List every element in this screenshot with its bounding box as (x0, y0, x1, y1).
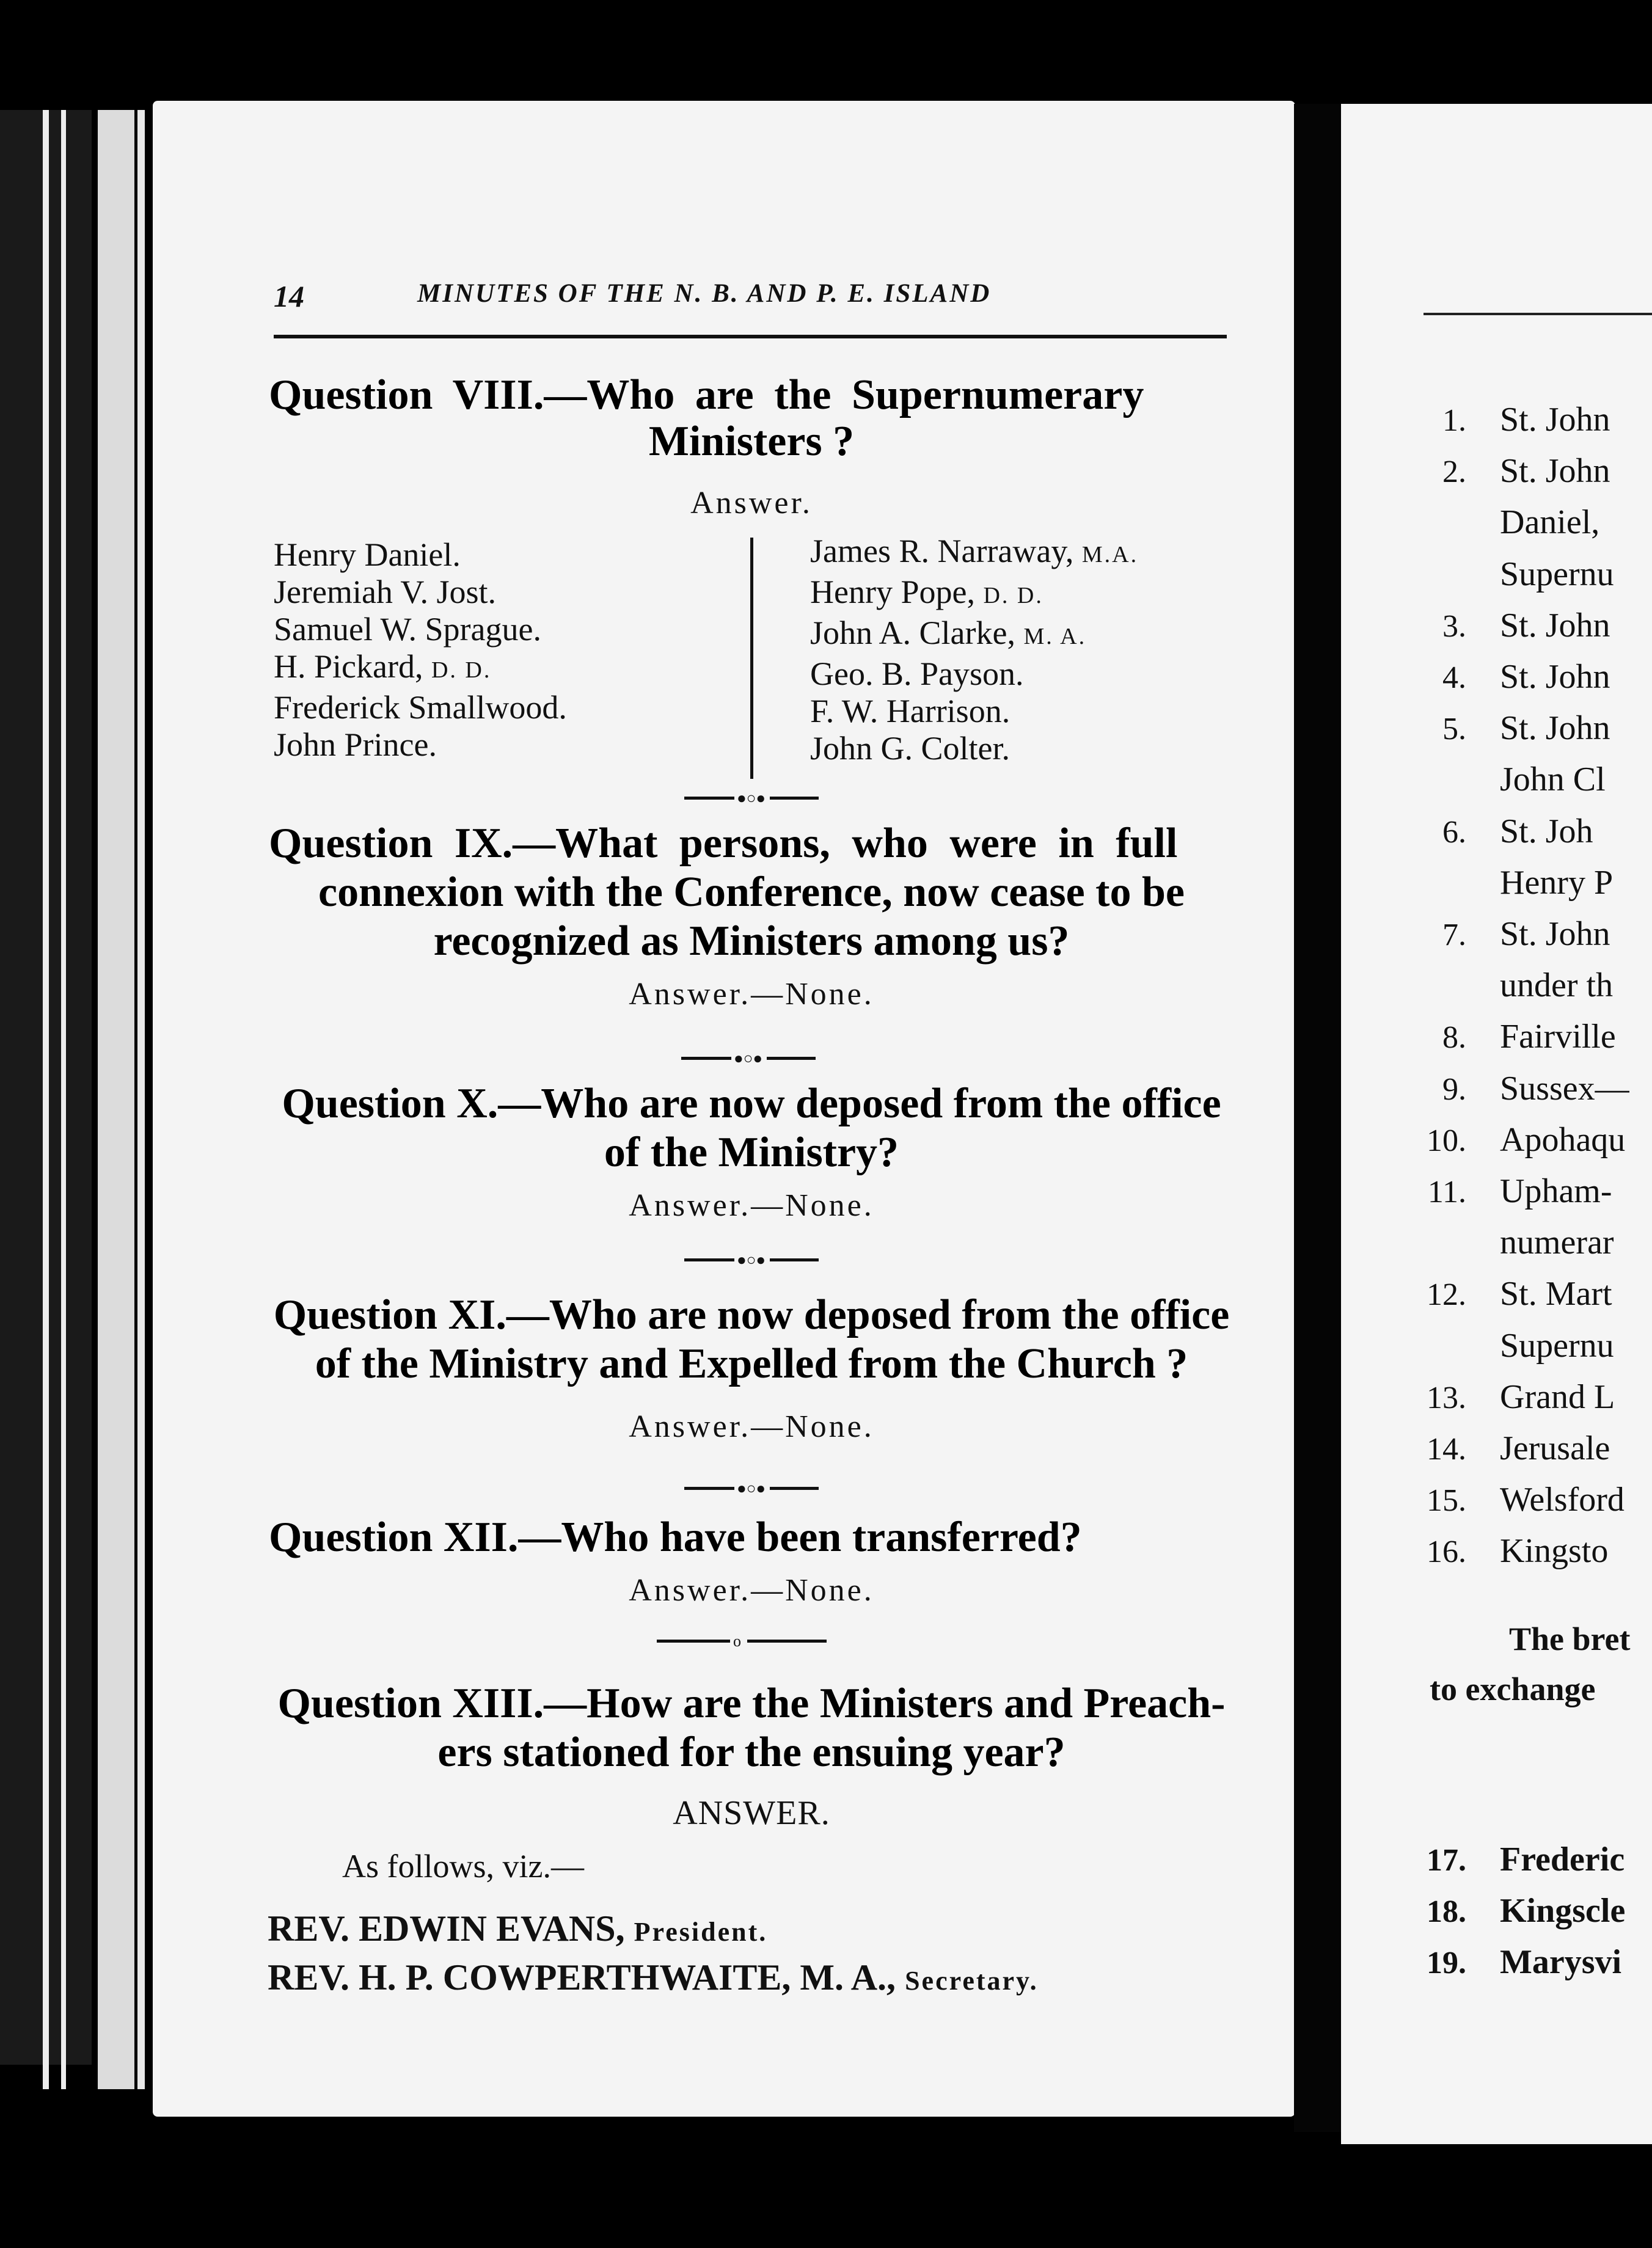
station-number: 3. (1442, 608, 1466, 644)
station-text: Supernu (1500, 555, 1614, 593)
station-row (1393, 1378, 1615, 1417)
station-row (1393, 760, 1606, 799)
secretary-title: Secretary. (905, 1966, 1039, 1996)
station-row (1393, 1017, 1616, 1056)
station-text: Sussex— (1500, 1069, 1629, 1108)
station-row (1393, 1120, 1625, 1159)
station-text: Kingscle (1500, 1892, 1626, 1930)
question-13-line1: Question XIII.—How are the Ministers and Preach- (277, 1680, 1226, 1727)
degree: D. D. (431, 657, 492, 683)
degree: M.A. (1081, 542, 1139, 567)
station-row (1393, 1274, 1612, 1313)
station-row (1393, 1326, 1614, 1365)
station-text: under th (1500, 966, 1614, 1005)
degree: D. D. (983, 583, 1043, 608)
station-number: 7. (1442, 918, 1466, 952)
degree: M. A. (1023, 624, 1087, 649)
page-edge-strip (61, 110, 66, 2089)
station-row (1393, 555, 1614, 594)
paragraph-line: The bret (1509, 1621, 1631, 1657)
as-follows: As follows, viz.— (342, 1848, 584, 1885)
station-row (1393, 657, 1610, 696)
station-row (1393, 812, 1593, 851)
station-text: Kingsto (1500, 1532, 1609, 1571)
minister-name: John G. Colter. (810, 730, 1011, 767)
station-row (1393, 1480, 1625, 1519)
question-9-line3: recognized as Ministers among us? (433, 918, 1070, 965)
station-row (1393, 863, 1613, 902)
station-row (1393, 1891, 1625, 1930)
question-11-line2: of the Ministry and Expelled from the Church ? (315, 1340, 1188, 1387)
station-text: St. Joh (1500, 812, 1593, 850)
station-number: 16. (1427, 1535, 1466, 1570)
question-9-answer: Answer.—None. (629, 977, 874, 1012)
question-9-line2: connexion with the Conference, now cease to be (318, 869, 1185, 916)
question-10-line1: Question X.—Who are now deposed from the office (282, 1080, 1221, 1127)
station-number: 14. (1427, 1432, 1466, 1467)
divider-ornament: ●○● (684, 1480, 819, 1497)
divider-ornament: ●○● (681, 1049, 816, 1067)
president-title: President. (634, 1917, 768, 1947)
station-text: Fairville (1500, 1018, 1616, 1056)
question-8-line1: Question VIII.—Who are the Supernumerary (269, 371, 1144, 418)
supernumerary-right-column (810, 533, 1138, 767)
station-number: 15. (1427, 1483, 1466, 1519)
question-10-answer: Answer.—None. (629, 1188, 874, 1223)
minister-name: Jeremiah V. Jost. (274, 574, 496, 610)
running-head: MINUTES OF THE N. B. AND P. E. ISLAND (417, 279, 992, 308)
station-row (1393, 606, 1610, 645)
station-text: Frederic (1500, 1841, 1625, 1878)
minister-name: Henry Pope, D. D. (810, 574, 1043, 610)
divider-ornament: ●○● (684, 789, 819, 806)
station-text: St. John (1500, 658, 1610, 696)
station-number: 1. (1442, 403, 1466, 438)
question-12-line1: Question XII.—Who have been transferred? (269, 1514, 1082, 1561)
question-12-answer: Answer.—None. (629, 1573, 874, 1608)
station-text: St. John (1500, 401, 1610, 439)
book-spine (1294, 104, 1343, 2132)
paragraph-line: to exchange (1430, 1671, 1596, 1707)
supernumerary-left-column (274, 536, 567, 764)
station-text: Jerusale (1500, 1429, 1610, 1467)
station-row (1393, 1172, 1612, 1211)
president-line: REV. EDWIN EVANS, President. (268, 1908, 768, 1949)
station-text: Daniel, (1500, 503, 1600, 542)
station-row (1393, 400, 1610, 439)
station-text: Grand L (1500, 1378, 1615, 1416)
right-page-rule (1424, 313, 1652, 315)
minister-name: Henry Daniel. (274, 536, 461, 573)
station-number: 6. (1442, 814, 1466, 850)
minister-name: F. W. Harrison. (810, 693, 1011, 729)
station-text: Henry P (1500, 863, 1614, 902)
page-edge-strip (137, 110, 145, 2089)
station-text: St. Mart (1500, 1275, 1612, 1313)
secretary-line: REV. H. P. COWPERTHWAITE, M. A., Secretary. (268, 1957, 1039, 1998)
station-text: St. John (1500, 915, 1610, 953)
minister-name: Geo. B. Payson. (810, 655, 1024, 692)
station-text: Marysvi (1500, 1943, 1622, 1981)
station-row (1393, 966, 1613, 1005)
question-13-line2: ers stationed for the ensuing year? (437, 1729, 1065, 1776)
station-row (1393, 1943, 1621, 1982)
station-text: numerar (1500, 1224, 1614, 1262)
station-number: 13. (1427, 1380, 1466, 1415)
question-11-answer: Answer.—None. (629, 1409, 874, 1444)
page-header (274, 279, 1087, 321)
station-text: Supernu (1500, 1326, 1614, 1365)
station-text: John Cl (1500, 761, 1606, 799)
page-edge-stack (98, 110, 134, 2089)
station-number: 19. (1427, 1946, 1466, 1980)
header-rule (274, 335, 1227, 338)
question-10-line2: of the Ministry? (604, 1129, 899, 1176)
page-edge-strip (43, 110, 49, 2089)
station-row (1393, 1223, 1614, 1262)
minister-name: James R. Narraway, M.A. (810, 533, 1139, 569)
question-8-answer: Answer. (690, 486, 813, 520)
minister-name: Frederick Smallwood. (274, 689, 567, 726)
station-number: 18. (1427, 1894, 1466, 1929)
question-13-answer: ANSWER. (673, 1794, 830, 1832)
minister-name: Samuel W. Sprague. (274, 611, 541, 648)
divider-ornament: o (657, 1632, 828, 1649)
station-text: St. John (1500, 452, 1610, 491)
station-text: St. John (1500, 709, 1610, 748)
station-text: Upham- (1500, 1172, 1612, 1210)
question-11-line1: Question XI.—Who are now deposed from the office (273, 1291, 1230, 1338)
station-text: Welsford (1500, 1481, 1625, 1519)
station-row (1393, 914, 1610, 954)
station-number: 8. (1442, 1020, 1466, 1056)
station-number: 12. (1427, 1277, 1466, 1313)
station-number: 5. (1442, 712, 1466, 747)
column-divider (750, 538, 753, 779)
station-row (1393, 1840, 1625, 1879)
station-text: Apohaqu (1500, 1120, 1626, 1159)
station-row (1393, 709, 1610, 748)
minister-name: John A. Clarke, M. A. (810, 615, 1087, 651)
station-row (1393, 1069, 1629, 1108)
station-number: 9. (1442, 1071, 1466, 1107)
station-row (1393, 503, 1599, 542)
station-row (1393, 1531, 1608, 1571)
minister-name: H. Pickard, D. D. (274, 648, 492, 685)
station-row (1393, 1429, 1610, 1468)
station-text: St. John (1500, 606, 1610, 644)
divider-ornament: ●○● (684, 1251, 819, 1268)
question-8-line2: Ministers ? (648, 418, 855, 465)
station-number: 17. (1427, 1843, 1466, 1878)
minister-name: John Prince. (274, 726, 437, 763)
question-9-line1: Question IX.—What persons, who were in full (269, 820, 1178, 867)
station-number: 2. (1442, 454, 1466, 490)
station-number: 4. (1442, 660, 1466, 695)
station-row (1393, 451, 1610, 491)
station-number: 10. (1427, 1123, 1466, 1158)
station-number: 11. (1427, 1175, 1466, 1210)
page-number: 14 (274, 279, 304, 313)
